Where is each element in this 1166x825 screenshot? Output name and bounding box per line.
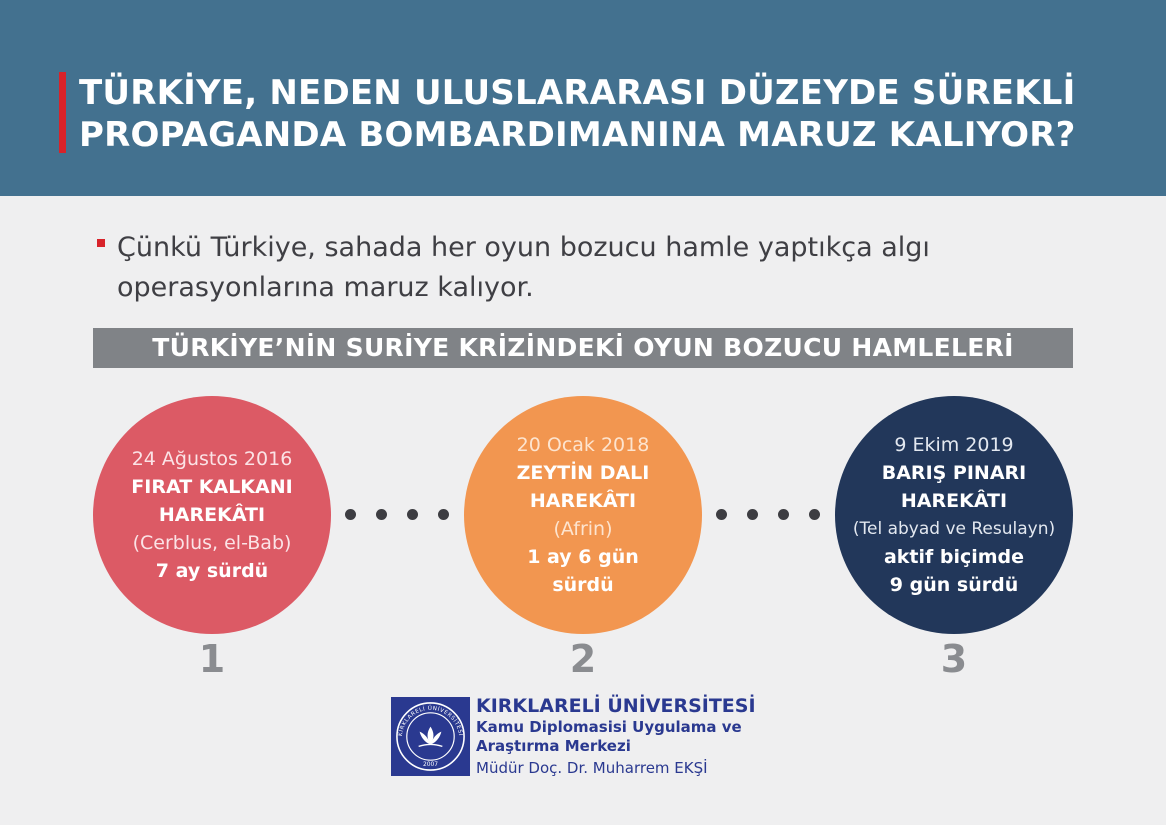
page-title	[79, 72, 1139, 156]
operation-duration: sürdü	[552, 574, 614, 596]
operation-duration: 1 ay 6 gün	[527, 546, 639, 568]
center-line-2: Araştırma Merkezi	[476, 737, 631, 755]
dot-icon	[376, 509, 387, 520]
dot-icon	[345, 509, 356, 520]
operation-location: (Tel abyad ve Resulayn)	[852, 519, 1056, 539]
operation-circle-1	[93, 396, 331, 634]
operation-name: HAREKÂTI	[158, 504, 266, 526]
intro-text	[117, 228, 1117, 308]
operation-date: 9 Ekim 2019	[894, 434, 1014, 456]
title-line-2: PROPAGANDA BOMBARDIMANINA MARUZ KALIYOR?	[79, 115, 1076, 155]
dot-icon	[778, 509, 789, 520]
operation-location: (Cerblus, el-Bab)	[132, 532, 292, 554]
operation-location: (Afrin)	[553, 518, 613, 540]
step-number-1: 1	[198, 637, 226, 681]
operation-name: FIRAT KALKANI	[131, 476, 293, 498]
director-name: Müdür Doç. Dr. Muharrem EKŞİ	[476, 759, 708, 777]
dot-icon	[438, 509, 449, 520]
intro-line-1: Çünkü Türkiye, sahada her oyun bozucu hamle yaptıkça algı	[117, 232, 930, 263]
header	[0, 0, 1166, 196]
university-logo-icon	[391, 697, 470, 776]
operation-circle-2	[464, 396, 702, 634]
operation-duration: 7 ay sürdü	[155, 560, 269, 582]
operation-name: HAREKÂTI	[529, 490, 637, 512]
dot-icon	[716, 509, 727, 520]
dot-icon	[407, 509, 418, 520]
section-banner: TÜRKİYE’NİN SURİYE KRİZİNDEKİ OYUN BOZUCU HAMLELERİ	[93, 328, 1073, 368]
university-name: KIRKLARELİ ÜNİVERSİTESİ	[476, 695, 756, 717]
step-number-3: 3	[940, 637, 968, 681]
dot-icon	[747, 509, 758, 520]
operation-name: ZEYTİN DALI	[516, 462, 650, 484]
center-name	[476, 718, 742, 756]
operation-date: 20 Ocak 2018	[516, 434, 650, 456]
connector-dots-1	[345, 509, 450, 521]
operation-circle-3	[835, 396, 1073, 634]
logo-year: 2007	[422, 762, 439, 769]
intro-line-2: operasyonlarına maruz kalıyor.	[117, 272, 534, 303]
operation-duration: 9 gün sürdü	[889, 574, 1019, 596]
operation-name: HAREKÂTI	[900, 490, 1008, 512]
connector-dots-2	[716, 509, 821, 521]
step-number-2: 2	[569, 637, 597, 681]
operation-date: 24 Ağustos 2016	[131, 448, 293, 470]
center-line-1: Kamu Diplomasisi Uygulama ve	[476, 718, 742, 736]
title-line-1: TÜRKİYE, NEDEN ULUSLARARASI DÜZEYDE SÜREKLİ	[79, 73, 1076, 113]
bullet-icon	[97, 239, 105, 247]
operation-duration: aktif biçimde	[883, 546, 1025, 568]
dot-icon	[809, 509, 820, 520]
header-accent-bar	[59, 72, 66, 153]
logo-ring-text: KIRKLARELİ ÜNİVERSİTESİ	[397, 705, 464, 737]
operation-name: BARIŞ PINARI	[881, 462, 1027, 484]
